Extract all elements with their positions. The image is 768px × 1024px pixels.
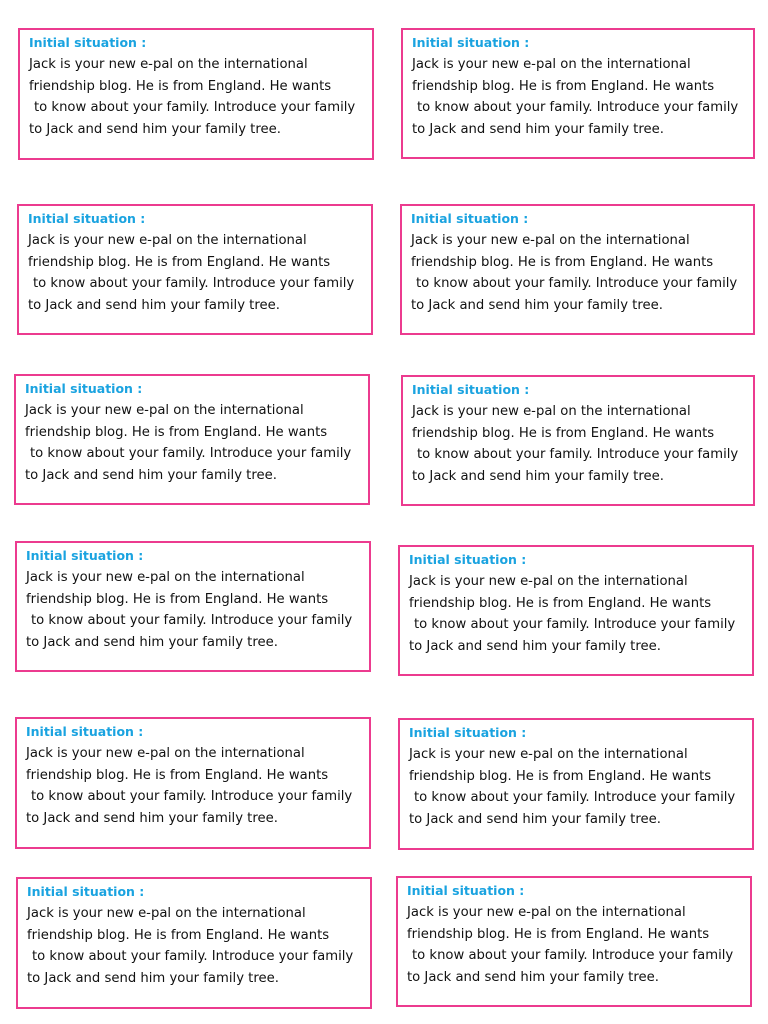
card-text-line: friendship blog. He is from England. He wants [409,595,712,611]
card-heading: Initial situation : [25,381,143,396]
situation-card [398,545,754,676]
card-heading: Initial situation : [26,724,144,739]
card-text-line: to Jack and send him your family tree. [411,297,663,313]
card-text-line: to Jack and send him your family tree. [26,810,278,826]
card-text-line: to Jack and send him your family tree. [409,638,661,654]
card-text-line: to know about your family. Introduce your family [417,447,739,462]
card-text-line: to know about your family. Introduce your family [414,790,736,805]
card-text-line: to know about your family. Introduce your family [33,276,355,291]
situation-card [15,717,371,849]
card-text-line: to know about your family. Introduce your family [34,100,356,115]
card-text-line: friendship blog. He is from England. He wants [26,767,329,783]
card-heading: Initial situation : [412,382,530,397]
card-text-line: friendship blog. He is from England. He wants [27,927,330,943]
card-text-line: friendship blog. He is from England. He wants [28,254,331,270]
card-text-line: to Jack and send him your family tree. [25,467,277,483]
card-text-line: to know about your family. Introduce your family [417,100,739,115]
situation-card [396,876,752,1007]
card-text-line: to Jack and send him your family tree. [407,969,659,985]
card-text-line: to know about your family. Introduce your family [31,789,353,804]
card-text-line: to Jack and send him your family tree. [29,121,281,137]
card-text-line: to know about your family. Introduce your family [31,613,353,628]
card-text-line: friendship blog. He is from England. He wants [25,424,328,440]
card-text-line: Jack is your new e-pal on the international [27,906,306,921]
card-text-line: friendship blog. He is from England. He wants [412,425,715,441]
card-text-line: friendship blog. He is from England. He wants [407,926,710,942]
card-text-line: to Jack and send him your family tree. [28,297,280,313]
situation-card [15,541,371,672]
card-heading: Initial situation : [28,211,146,226]
card-text-line: friendship blog. He is from England. He wants [411,254,714,270]
card-text-line: to know about your family. Introduce your family [32,949,354,964]
situation-card [400,204,755,335]
situation-card [398,718,754,850]
situation-card [16,877,372,1009]
card-heading: Initial situation : [412,35,530,50]
card-text-line: friendship blog. He is from England. He wants [412,78,715,94]
card-text-line: to Jack and send him your family tree. [27,970,279,986]
card-text-line: to Jack and send him your family tree. [412,121,664,137]
card-text-line: Jack is your new e-pal on the international [409,574,688,589]
card-heading: Initial situation : [407,883,525,898]
card-heading: Initial situation : [409,725,527,740]
situation-card [401,28,755,159]
situation-card [401,375,755,506]
card-text-line: Jack is your new e-pal on the international [25,403,304,418]
card-text-line: Jack is your new e-pal on the international [26,570,305,585]
card-heading: Initial situation : [27,884,145,899]
card-text-line: Jack is your new e-pal on the international [411,233,690,248]
card-text-line: Jack is your new e-pal on the international [407,905,686,920]
card-heading: Initial situation : [29,35,147,50]
situation-card [14,374,370,505]
card-text-line: to know about your family. Introduce your family [412,948,734,963]
card-text-line: Jack is your new e-pal on the international [412,404,691,419]
card-text-line: to know about your family. Introduce your family [416,276,738,291]
card-heading: Initial situation : [409,552,527,567]
card-text-line: Jack is your new e-pal on the international [28,233,307,248]
card-text-line: to Jack and send him your family tree. [412,468,664,484]
card-text-line: to know about your family. Introduce your family [414,617,736,632]
card-text-line: friendship blog. He is from England. He wants [29,78,332,94]
card-text-line: Jack is your new e-pal on the international [29,57,308,72]
card-text-line: Jack is your new e-pal on the international [412,57,691,72]
card-text-line: Jack is your new e-pal on the international [409,747,688,762]
card-heading: Initial situation : [411,211,529,226]
card-text-line: to Jack and send him your family tree. [26,634,278,650]
situation-card [17,204,373,335]
card-text-line: to know about your family. Introduce your family [30,446,352,461]
situation-card [18,28,374,160]
card-text-line: friendship blog. He is from England. He wants [409,768,712,784]
card-text-line: Jack is your new e-pal on the international [26,746,305,761]
card-heading: Initial situation : [26,548,144,563]
card-text-line: friendship blog. He is from England. He wants [26,591,329,607]
card-text-line: to Jack and send him your family tree. [409,811,661,827]
